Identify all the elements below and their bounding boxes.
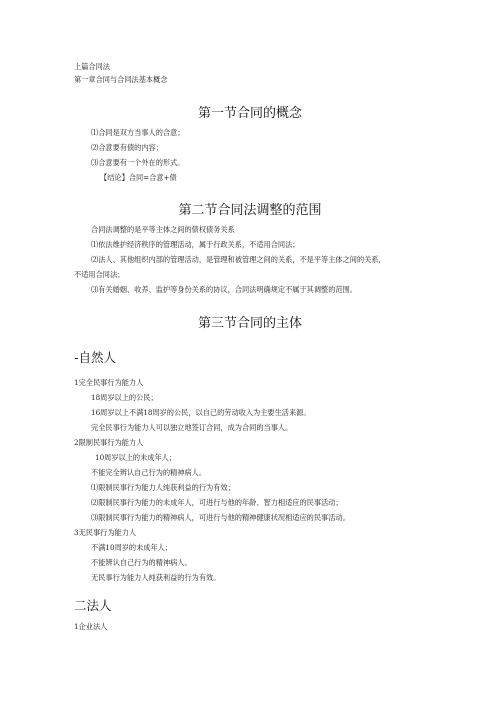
- natural-person-heading: -自然人: [74, 350, 117, 365]
- natural-person-line: ⑶限制民事行为能力的精神病人，可进行与他的精神健康状况相适应的民事活动。: [91, 513, 350, 522]
- natural-person-line: 1完全民事行为能力人: [74, 378, 144, 387]
- legal-person-line: 1企业法人: [74, 622, 108, 631]
- section2-item-2-cont: 不适用合同法；: [74, 270, 125, 279]
- natural-person-line: 10周岁以上的未成年人；: [95, 453, 177, 462]
- natural-person-line: 16周岁以上不满18周岁的公民，以自己的劳动收入为主要生活来源。: [91, 408, 311, 417]
- natural-person-line: 3无民事行为能力人: [74, 528, 137, 537]
- natural-person-line: 2限制民事行为能力人: [74, 438, 144, 447]
- natural-person-line: 无民事行为能力人纯获利益的行为有效。: [91, 573, 221, 582]
- natural-person-line: ⑴限制民事行为能力人纯获利益的行为有效；: [91, 483, 235, 492]
- section1-item-2: ⑵合意要有债的内容；: [91, 143, 163, 152]
- section3-title: 第三节合同的主体: [197, 316, 302, 331]
- natural-person-line: ⑵限制民事行为能力的未成年人，可进行与他的年龄、智力相适应的民事活动；: [91, 498, 343, 507]
- section2-item-3: ⑶有关婚姻、收养、监护等身份关系的协议，合同法明确规定不属于其调整的范围。: [91, 285, 357, 294]
- natural-person-line: 18周岁以上的公民；: [91, 393, 158, 402]
- section1-item-3: ⑶合意要有一个外在的形式。: [91, 158, 185, 167]
- section2-title: 第二节合同法调整的范围: [178, 203, 322, 218]
- natural-person-line: 不能辨认自己行为的精神病人。: [91, 558, 192, 567]
- legal-person-heading: 二法人: [74, 598, 112, 613]
- natural-person-line: 不能完全辨认自己行为的精神病人。: [91, 468, 207, 477]
- section1-item-1: ⑴合同是双方当事人的合意；: [91, 128, 185, 137]
- chapter-title: 第一章合同与合同法基本概念: [74, 75, 168, 84]
- section2-item-1: ⑴依法维护经济秩序的管理活动，属于行政关系，不适用合同法；: [91, 240, 300, 249]
- section2-item-2: ⑵法人、其他组织内部的管理活动，是管理和被管理之间的关系，不是平等主体之间的关系，: [91, 255, 386, 264]
- book-part-title: 上篇合同法: [74, 62, 110, 71]
- section2-intro: 合同法调整的是平等主体之间的债权债务关系: [91, 225, 235, 234]
- section1-title: 第一节合同的概念: [197, 106, 302, 121]
- natural-person-line: 完全民事行为能力人可以独立地签订合同，成为合同的当事人。: [91, 423, 293, 432]
- natural-person-line: 不满10周岁的未成年人；: [91, 543, 173, 552]
- section1-conclusion: 【结论】合同=合意+债: [100, 173, 177, 182]
